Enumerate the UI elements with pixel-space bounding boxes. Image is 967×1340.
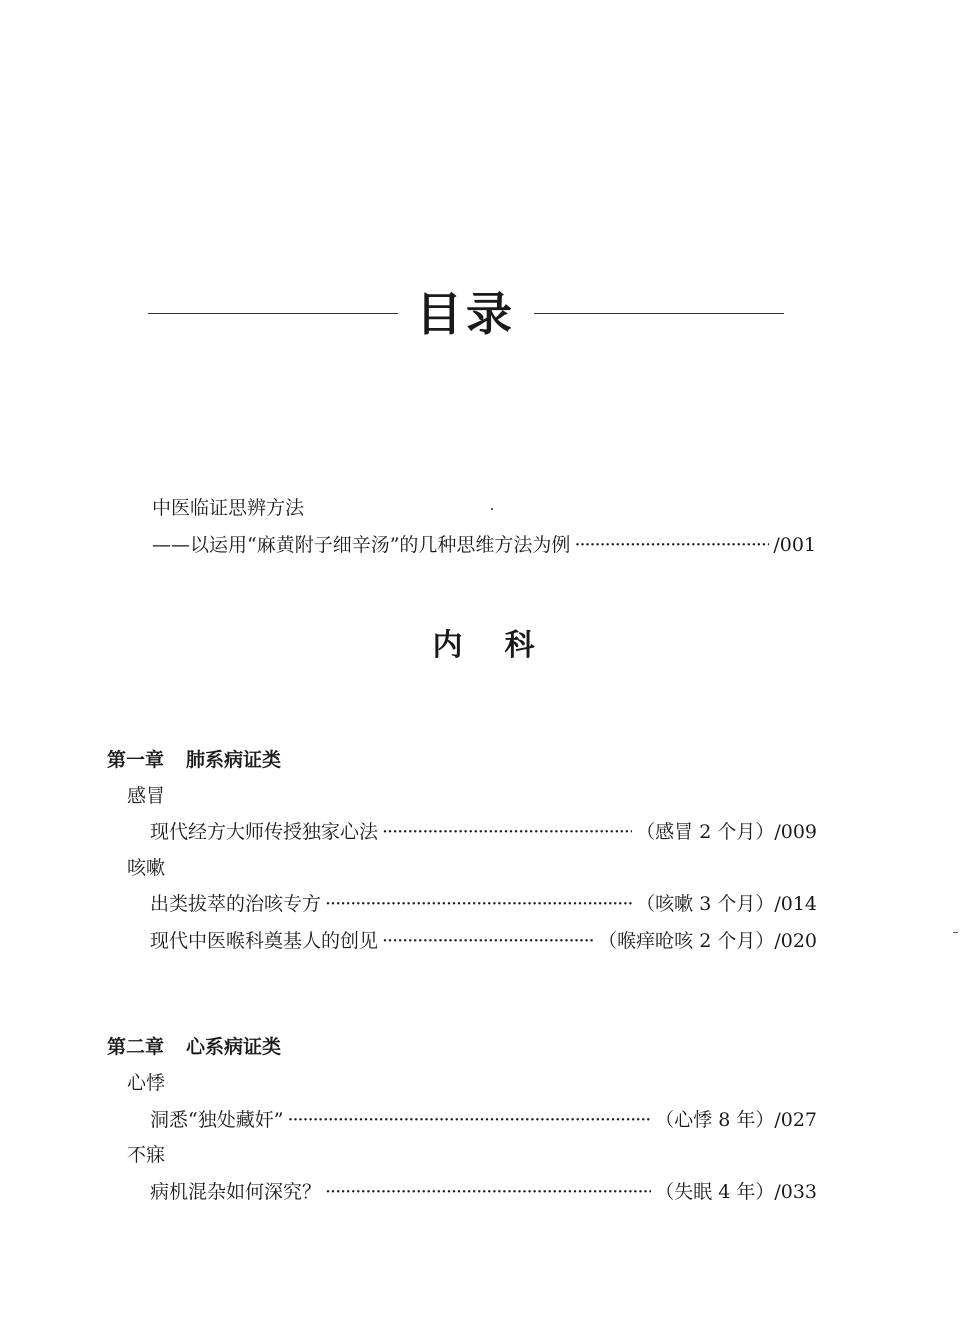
chapter-name: 心系病证类 [186,1036,282,1058]
toc-entry[interactable] [150,1107,817,1133]
toc-entry[interactable] [150,928,817,954]
dot-leader [287,1107,651,1133]
dot-leader [574,532,769,558]
scan-speck [953,932,958,933]
entry-title: 出类拔萃的治咳专方 [150,893,322,915]
entry-case-and-page: （喉痒呛咳 2 个月）/020 [598,930,817,952]
toc-header [148,280,784,350]
chapter-heading [107,747,281,773]
toc-entry[interactable] [150,1179,817,1205]
page-title: 目录 [416,287,516,341]
section-title: 内科 [432,628,577,663]
title-rule-right [534,313,784,314]
category-label: 感冒 [127,785,166,807]
chapter-name: 肺系病证类 [186,749,282,771]
chapter-number: 第一章 [107,749,165,771]
intro-title: 中医临证思辨方法 [152,497,305,519]
scan-speck [491,508,493,510]
toc-entry[interactable] [150,819,817,845]
entry-case-and-page: （失眠 4 年）/033 [655,1181,817,1203]
entry-title: 洞悉“独处藏奸” [150,1109,284,1131]
category-label: 咳嗽 [127,857,166,879]
dot-leader [325,1179,651,1205]
entry-title: 现代中医喉科奠基人的创见 [150,930,379,952]
chapter-heading [107,1034,281,1060]
dot-leader [382,928,594,954]
intro-page-number: /001 [773,534,816,556]
category-label: 不寐 [127,1144,166,1166]
intro-entry[interactable] [152,532,816,558]
category-label: 心悸 [127,1072,166,1094]
dot-leader [382,819,632,845]
entry-case-and-page: （咳嗽 3 个月）/014 [636,893,817,915]
chapter-number: 第二章 [107,1036,165,1058]
toc-entry[interactable] [150,891,817,917]
entry-case-and-page: （心悸 8 年）/027 [655,1109,817,1131]
entry-case-and-page: （感冒 2 个月）/009 [636,821,817,843]
intro-subtitle: ——以运用“麻黄附子细辛汤”的几种思维方法为例 [152,534,571,556]
entry-title: 现代经方大师传授独家心法 [150,821,379,843]
entry-title: 病机混杂如何深究？ [150,1181,322,1203]
dot-leader [325,891,632,917]
